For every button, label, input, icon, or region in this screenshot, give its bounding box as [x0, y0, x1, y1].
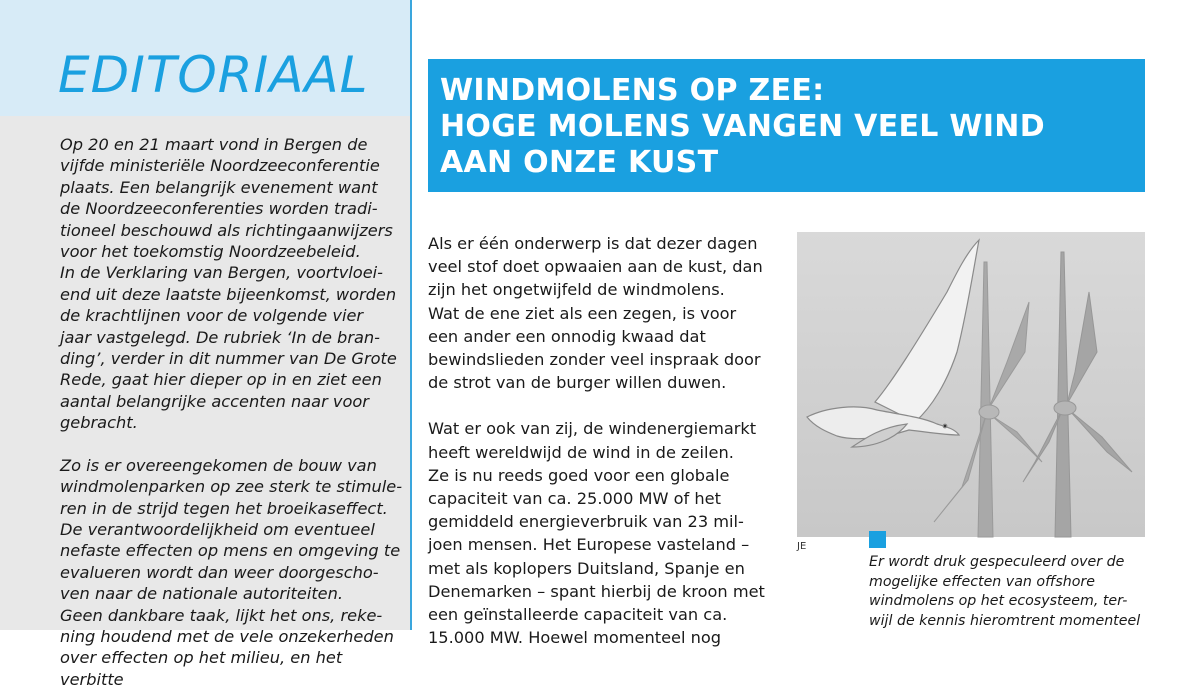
photo-illustration: [797, 232, 1145, 537]
headline-line: AAN ONZE KUST: [440, 145, 719, 180]
headline-line: HOGE MOLENS VANGEN VEEL WIND: [440, 109, 1045, 144]
caption-text: Er wordt druk gespeculeerd over de mogelijke effecten van offshore windmolens op het ecosysteem, ter- wijl de kennis hieromtrent momenteel: [869, 554, 1141, 629]
editorial-paragraph: Zo is er overeengekomen de bouw van windmolenparken op zee sterk te stimule- ren in de strijd tegen het broeikaseffect. De verantwoordelijkheid om eventueel nefaste effecten op mens en omgeving te evalueren wordt dan weer doorgescho- ven naar de nationale autoriteiten. Geen dankbare taak, lijkt het ons, reke- ning houdend met de vele onzekerheden over effecten op het milieu, en het verbitte: [60, 455, 403, 689]
article-paragraph: Als er één onderwerp is dat dezer dagen veel stof doet opwaaien aan de kust, dan zijn het ongetwijfeld de windmolens. Wat de ene ziet als een zegen, is voor een ander een onnodig kwaad dat bewindslieden zonder veel inspraak door de strot van de burger willen duwen.: [428, 234, 763, 393]
caption-marker: [869, 531, 886, 548]
article-headline-box: [428, 59, 1145, 192]
headline-line: WINDMOLENS OP ZEE:: [440, 73, 825, 108]
article-text: [428, 232, 788, 649]
photo-caption: [869, 553, 1159, 631]
editorial-text: [60, 134, 406, 690]
photo-credit: JE: [797, 541, 807, 552]
seagull-windmills-photo: [797, 232, 1145, 537]
article-headline: [440, 73, 1140, 181]
editorial-title: EDITORIAAL: [58, 46, 369, 104]
editorial-column: [0, 0, 412, 689]
article-paragraph: Wat er ook van zij, de windenergiemarkt heeft wereldwijd de wind in de zeilen. Ze is nu reeds goed voor een globale capaciteit van ca. 25.000 MW of het gemiddeld energieverbruik van 23 mil- joen mensen. Het Europese vasteland – met als koplopers Duitsland, Spanje en Denemarken – spant hierbij de kroon met een geïnstalleerde capaciteit van ca. 15.000 MW. Hoewel momenteel nog: [428, 419, 765, 648]
editorial-paragraph: Op 20 en 21 maart vond in Bergen de vijfde ministeriële Noordzeeconferentie plaats. Een belangrijk evenement want de Noordzeeconferenties worden tradi- tioneel beschouwd als richtingaanwijzers voor het toekomstig Noordzeebeleid. In de Verklaring van Bergen, voortvloei- end uit deze laatste bijeenkomst, worden de krachtlijnen voor de volgende vier jaar vastgelegd. De rubriek ‘In de bran- ding’, verder in dit nummer van De Grote Rede, gaat hier dieper op in en ziet een aantal belangrijke accenten naar voor gebracht.: [60, 135, 397, 433]
editorial-header: [0, 0, 410, 116]
